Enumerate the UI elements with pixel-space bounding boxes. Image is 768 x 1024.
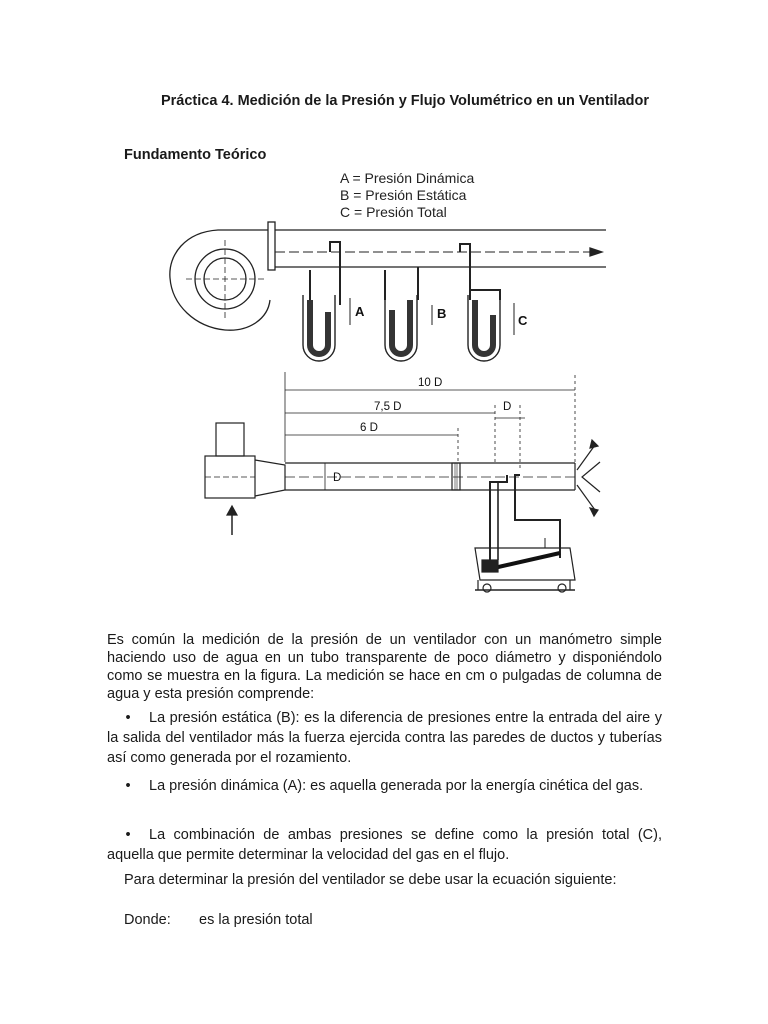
upper-fan-diagram <box>170 222 606 361</box>
dim-6d: 6 D <box>360 422 378 434</box>
bullet-text: La combinación de ambas presiones se define como la presión total (C), aquella que permite determinar la velocidad del gas en el flujo. <box>107 827 662 863</box>
bullet-dot: • <box>125 778 131 794</box>
section-heading: Fundamento Teórico <box>124 147 267 163</box>
legend-a: A = Presión Dinámica <box>340 170 475 186</box>
legend-b: B = Presión Estática <box>340 187 467 203</box>
dim-d-top: D <box>503 401 512 413</box>
donde-label: Donde: <box>124 912 171 928</box>
donde-text: es la presión total <box>199 912 313 928</box>
dim-7-5d: 7,5 D <box>374 401 402 413</box>
bullet-total-pressure <box>107 825 662 865</box>
label-b: B <box>437 306 447 321</box>
label-a: A <box>355 304 365 319</box>
dim-d-pipe: D <box>333 472 342 484</box>
bullet-text: La presión dinámica (A): es aquella generada por la energía cinética del gas. <box>149 778 644 794</box>
legend-c: C = Presión Total <box>340 204 447 220</box>
bullet-dot: • <box>125 710 131 726</box>
document-title: Práctica 4. Medición de la Presión y Flujo Volumétrico en un Ventilador <box>160 93 649 109</box>
bullet-text: La presión estática (B): es la diferencia de presiones entre la entrada del aire y la salida del ventilador más la fuerza ejercida contra las paredes de ductos y tuberías así como generada por el rozamiento. <box>107 710 662 766</box>
bullet-static-pressure <box>107 708 662 768</box>
closing-line: Para determinar la presión del ventilador se debe usar la ecuación siguiente: <box>124 872 617 888</box>
intro-paragraph: Es común la medición de la presión de un ventilador con un manómetro simple haciendo uso de agua en un tubo transparente de poco diámetro y disponiéndolo como se muestra en la figura. La medición se hace en cm o pulgadas de columna de agua y esta presión comprende: <box>107 632 662 702</box>
lower-duct-diagram <box>205 372 600 592</box>
donde-row <box>124 912 313 928</box>
label-c: C <box>518 313 528 328</box>
dim-10d: 10 D <box>418 377 443 389</box>
bullet-dynamic-pressure <box>107 776 662 796</box>
bullet-dot: • <box>125 827 131 843</box>
